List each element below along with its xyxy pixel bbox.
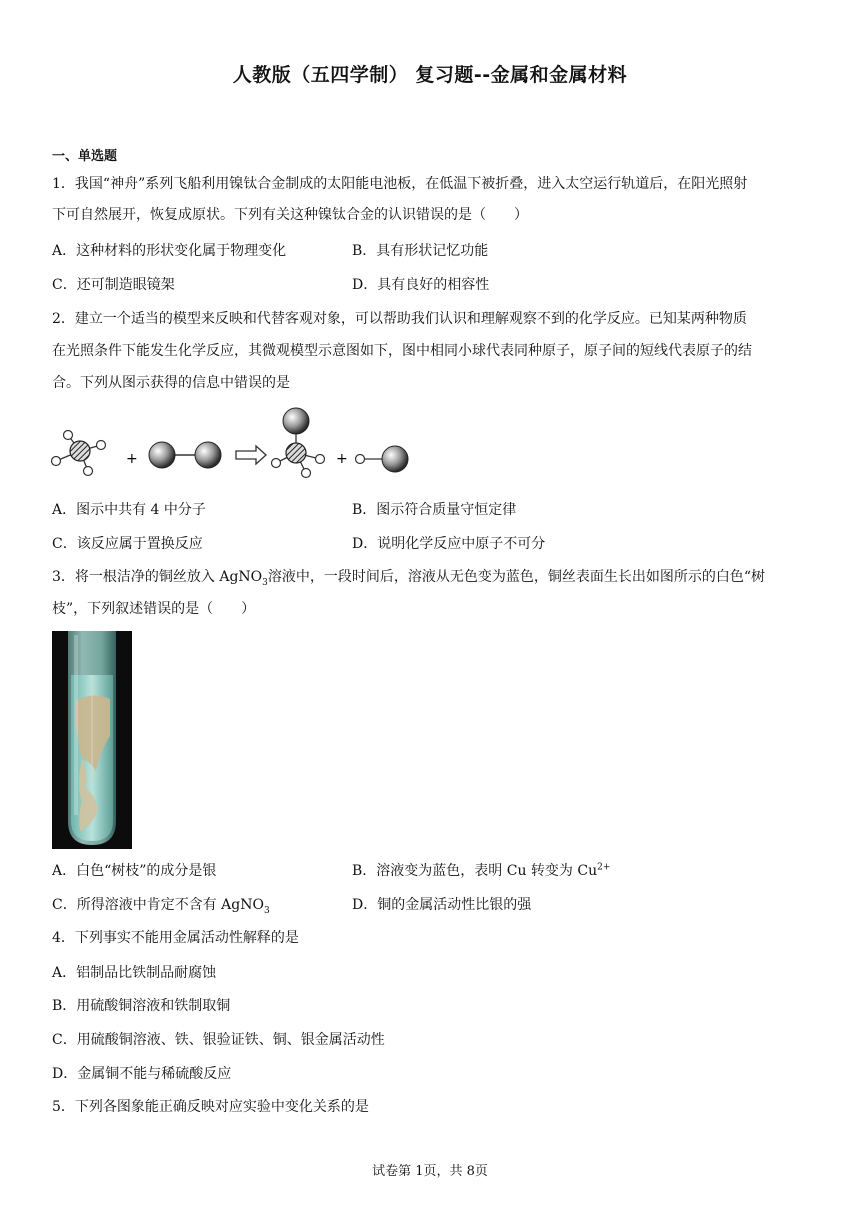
q1-option-b: B．具有形状记忆功能 — [352, 243, 489, 259]
q1-stem-line1: 1．我国“神舟”系列飞船利用镍钛合金制成的太阳能电池板，在低温下被折叠，进入太空运行轨道后，在阳光照射 — [52, 176, 748, 192]
q1-option-c: C．还可制造眼镜架 — [52, 277, 175, 293]
hcl-molecule — [356, 446, 409, 472]
q3-option-c: C．所得溶液中肯定不含有 AgNO$_3$ — [52, 897, 270, 916]
q2-stem-line2: 在光照条件下能发生化学反应，其微观模型示意图如下，图中相同小球代表同种原子，原子间的短线代表原子的结 — [52, 343, 752, 359]
q1-option-d: D．具有良好的相容性 — [352, 277, 490, 293]
q2-option-b: B．图示符合质量守恒定律 — [352, 502, 517, 518]
q4-stem: 4．下列事实不能用金属活动性解释的是 — [52, 930, 299, 946]
q3-stem-line2: 枝”，下列叙述错误的是（ ） — [52, 601, 256, 617]
q3-option-d: D．铜的金属活动性比银的强 — [352, 897, 532, 913]
reaction-arrow-icon — [236, 446, 266, 464]
plus-sign-1: + — [126, 451, 138, 467]
page-footer: 试卷第 1页，共 8页 — [372, 1164, 488, 1179]
q2-option-a: A．图示中共有 4 中分子 — [52, 502, 206, 518]
molecule-reaction-diagram — [48, 405, 418, 485]
q2-stem-line1: 2．建立一个适当的模型来反映和代替客观对象，可以帮助我们认识和理解观察不到的化学反应。已知某两种物质 — [52, 311, 747, 327]
q2-option-c: C．该反应属于置换反应 — [52, 536, 203, 552]
test-tube-photo — [52, 631, 132, 849]
chloromethane-molecule — [272, 408, 325, 478]
plus-sign-2: + — [336, 451, 348, 467]
q4-option-d: D．金属铜不能与稀硫酸反应 — [52, 1066, 232, 1082]
page-title: 人教版（五四学制） 复习题--金属和金属材料 — [232, 64, 628, 86]
q3-option-a: A．白色“树枝”的成分是银 — [52, 863, 217, 879]
diatomic-molecule — [149, 442, 221, 468]
q4-option-b: B．用硫酸铜溶液和铁制取铜 — [52, 998, 231, 1014]
q3-stem-line1: 3．将一根洁净的铜丝放入 AgNO$_3$溶液中，一段时间后，溶液从无色变为蓝色，铜丝表面生长出如图所示的白色“树 — [52, 569, 766, 588]
q1-stem-line2: 下可自然展开，恢复成原状。下列有关这种镍钛合金的认识错误的是（ ） — [52, 207, 528, 223]
section-heading: 一、单选题 — [52, 149, 118, 164]
q1-option-a: A．这种材料的形状变化属于物理变化 — [52, 243, 287, 259]
q5-stem: 5．下列各图象能正确反映对应实验中变化关系的是 — [52, 1099, 369, 1115]
q2-option-d: D．说明化学反应中原子不可分 — [352, 536, 546, 552]
q2-stem-line3: 合。下列从图示获得的信息中错误的是 — [52, 375, 290, 391]
q4-option-a: A．铝制品比铁制品耐腐蚀 — [52, 965, 217, 981]
q4-option-c: C．用硫酸铜溶液、铁、银验证铁、铜、银金属活动性 — [52, 1032, 385, 1048]
methane-molecule — [52, 431, 106, 476]
q3-option-b: B．溶液变为蓝色，表明 Cu 转变为 $Cu^{2+}$ — [352, 862, 611, 879]
